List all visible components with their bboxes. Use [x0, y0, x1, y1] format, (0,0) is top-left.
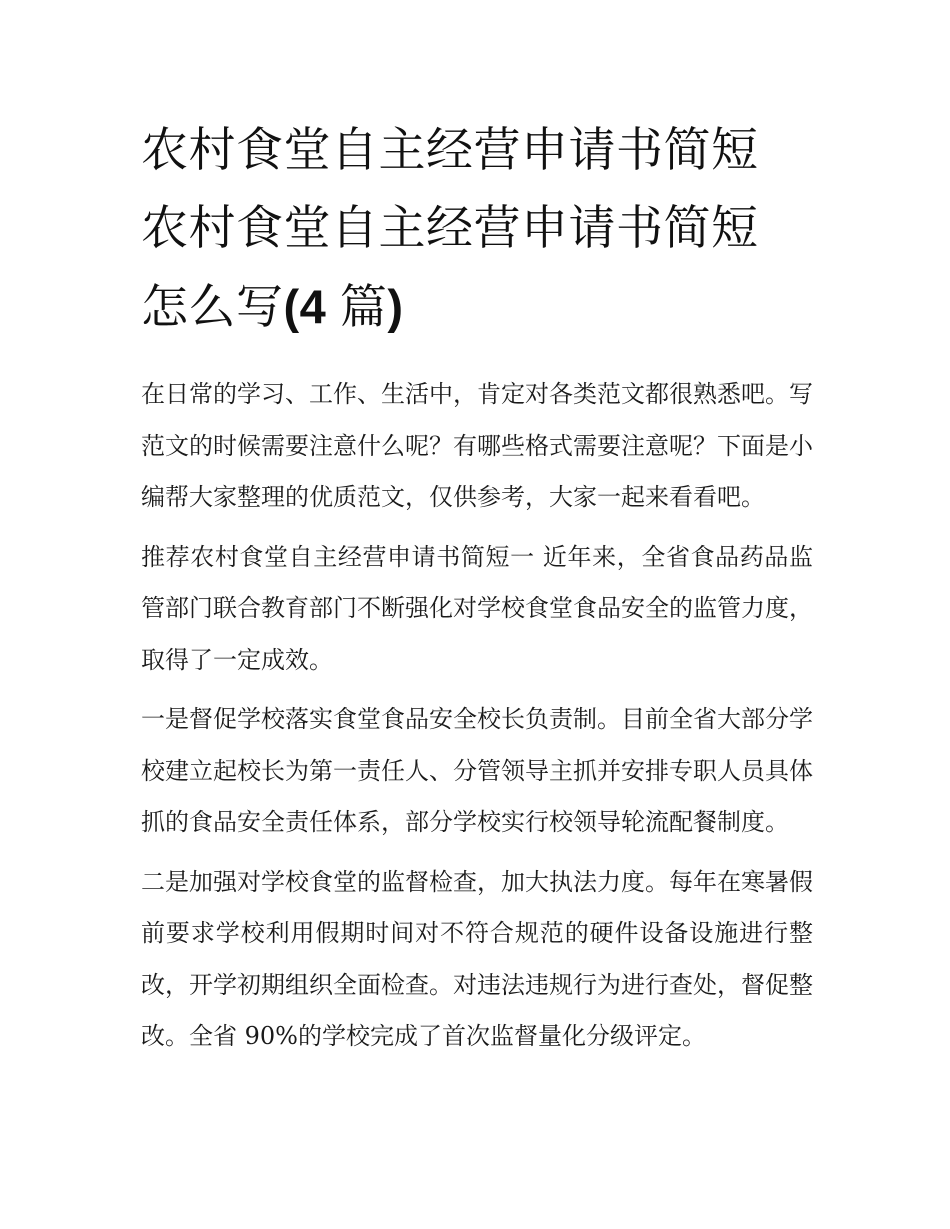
title-line-1: 农村食堂自主经营申请书简短 — [141, 123, 759, 178]
title-count-unit: 篇 — [339, 280, 388, 335]
title-line-3-text: 怎么写 — [141, 280, 284, 335]
title-count-close: ) — [387, 280, 404, 333]
title-line-2: 农村食堂自主经营申请书简短 — [141, 201, 759, 256]
document-body — [141, 112, 813, 1071]
paragraph-intro: 在日常的学习、工作、生活中，肯定对各类范文都很熟悉吧。写范文的时候需要注意什么呢？有哪些格式需要注意呢？下面是小编帮大家整理的优质范文，仅供参考，大家一起来看看吧。 — [141, 380, 813, 511]
paragraph-point-two: 二是加强对学校食堂的监督检查，加大执法力度。每年在寒暑假前要求学校利用假期时间对不符合规范的硬件设备设施进行整改，开学初期组织全面检查。对违法违规行为进行查处，督促整改。全省 90%的学校完成了首次监督量化分级评定。 — [141, 867, 813, 1050]
paragraph-recommendation: 推荐农村食堂自主经营申请书简短一 近年来，全省食品药品监管部门联合教育部门不断强化对学校食堂食品安全的监管力度，取得了一定成效。 — [141, 542, 813, 674]
paragraph-point-one: 一是督促学校落实食堂食品安全校长负责制。目前全省大部分学校建立起校长为第一责任人、分管领导主抓并安排专职人员具体抓的食品安全责任体系，部分学校实行校领导轮流配餐制度。 — [141, 705, 813, 836]
document-title — [141, 112, 813, 347]
title-count-open: (4 — [283, 280, 340, 333]
